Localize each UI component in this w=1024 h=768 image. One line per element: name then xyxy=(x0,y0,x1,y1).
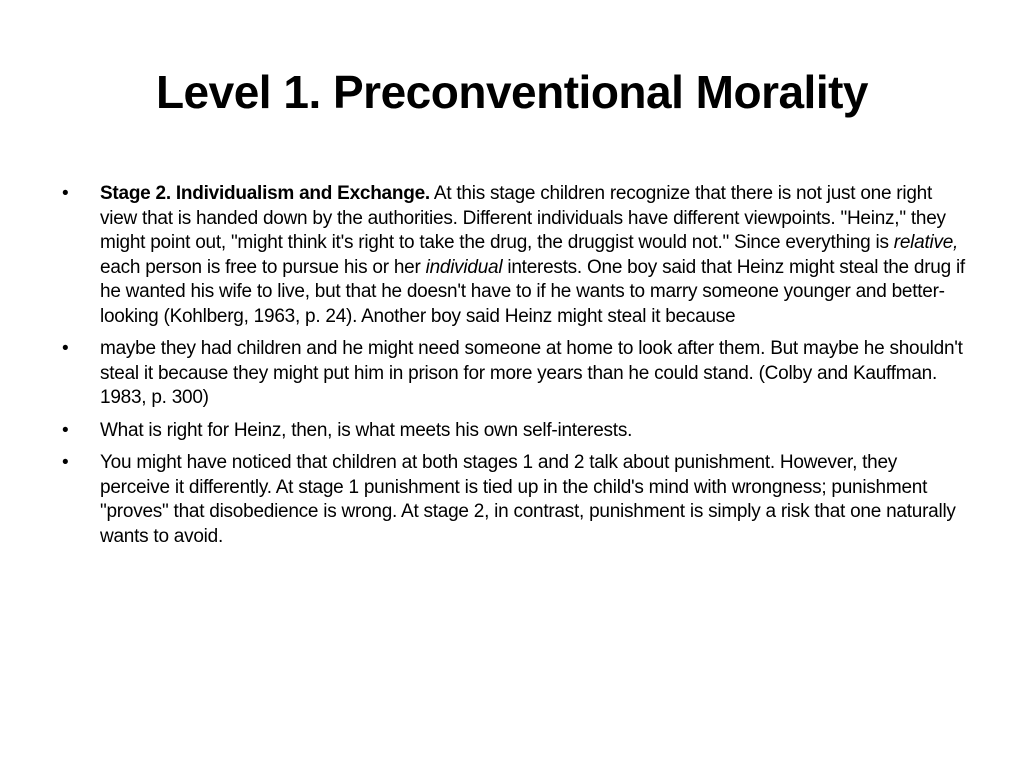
bullet-marker: • xyxy=(62,452,69,473)
bullet-marker: • xyxy=(62,419,69,441)
slide-title: Level 1. Preconventional Morality xyxy=(155,66,869,118)
bullet-item-stage-2 xyxy=(62,182,967,329)
bullet-list xyxy=(62,182,967,557)
bullet-marker: • xyxy=(62,183,69,204)
bullet-text: You might have noticed that children at both stages 1 and 2 talk about punishment. However, they perceive it differently. At stage 1 punishment is tied up in the child's mind with wrongness; punishment "proves" that disobedience is wrong. At stage 2, in contrast, punishment is simply a risk that one naturally wants to avoid. xyxy=(100,452,956,547)
bullet-item-children xyxy=(62,337,967,411)
bullet-text-segment: each person is free to pursue his or her xyxy=(100,256,426,278)
bullet-marker: • xyxy=(62,338,69,359)
bullet-text: maybe they had children and he might need someone at home to look after them. But maybe he shouldn't steal it because they might put him in prison for more years than he could stand. (Colby and Kauffman. 1983, p. 300) xyxy=(100,338,963,408)
bullet-italic-relative: relative, xyxy=(893,232,959,253)
bullet-lead-bold: Stage 2. Individualism and Exchange. xyxy=(100,183,430,204)
bullet-text: What is right for Heinz, then, is what meets his own self-interests. xyxy=(100,419,633,441)
bullet-text-segment: interests. One boy said that Heinz might steal the drug if he wanted his wife to live, but that he doesn't have to if he wants to marry someone younger and better-looking (Kohlberg, 1963, p. 24). Another boy said Heinz might steal it because xyxy=(100,256,965,327)
bullet-text-segment: At this stage children recognize that there is not just one right view that is handed down by the authorities. Different individuals have different viewpoints. "Heinz," they might point out, "might think it's right to take the drug, the druggist would not." Since everything is xyxy=(100,183,946,253)
bullet-italic-individual: individual xyxy=(425,256,503,278)
bullet-item-punishment xyxy=(62,451,967,549)
bullet-item-self-interests xyxy=(62,419,967,444)
